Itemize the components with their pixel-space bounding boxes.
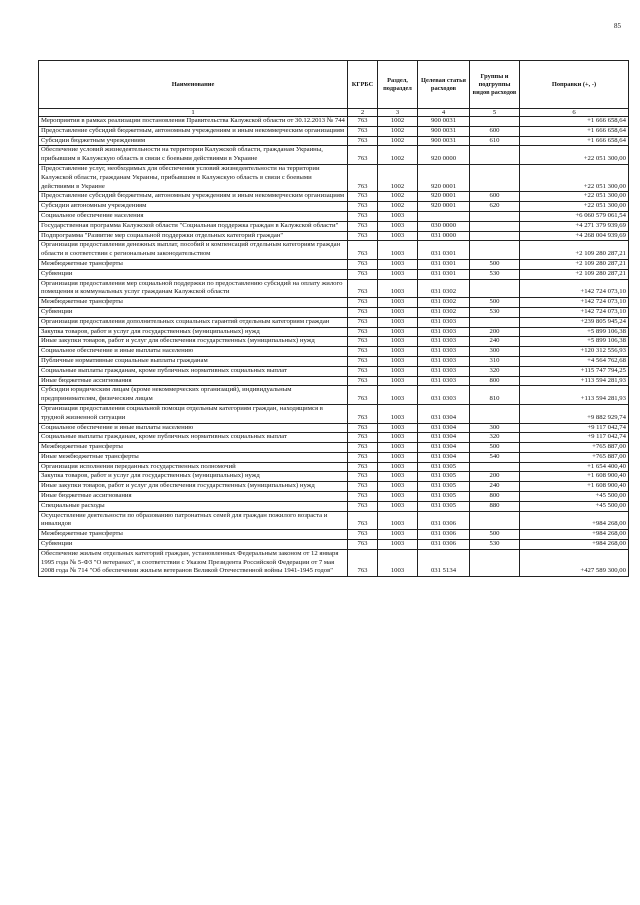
row-amount: +9 117 042,74: [520, 433, 629, 443]
page-number: 85: [614, 22, 621, 30]
row-target-article: 031 0306: [418, 511, 470, 530]
row-kgrbs: 763: [348, 279, 378, 298]
row-amount: +22 051 300,00: [520, 192, 629, 202]
table-row: [39, 192, 629, 202]
row-name: Иные закупки товаров, работ и услуг для обеспечения государственных (муниципальных) нужд: [39, 482, 348, 492]
row-expense-group: 240: [470, 337, 520, 347]
row-expense-group: [470, 117, 520, 127]
row-kgrbs: 763: [348, 221, 378, 231]
row-expense-group: 500: [470, 259, 520, 269]
row-name: Межбюджетные трансферты: [39, 259, 348, 269]
row-target-article: 920 0001: [418, 192, 470, 202]
row-amount: +9 882 929,74: [520, 404, 629, 423]
row-name: Предоставление субсидий бюджетным, автономным учреждениям и иным некоммерческим организациям: [39, 126, 348, 136]
row-name: Организация предоставления денежных выплат, пособий и компенсаций отдельным категориям граждан области в соответствии с региональным законодательством: [39, 241, 348, 260]
table-row: [39, 269, 629, 279]
table-row: [39, 492, 629, 502]
row-name: Субсидии бюджетным учреждениям: [39, 136, 348, 146]
table-row: [39, 443, 629, 453]
table-row: [39, 462, 629, 472]
row-expense-group: 500: [470, 443, 520, 453]
row-section: 1003: [378, 269, 418, 279]
row-expense-group: 800: [470, 492, 520, 502]
row-kgrbs: 763: [348, 452, 378, 462]
row-section: 1003: [378, 492, 418, 502]
table-row: [39, 356, 629, 366]
row-name: Государственная программа Калужской области "Социальная поддержка граждан в Калужской области": [39, 221, 348, 231]
row-name: Иные закупки товаров, работ и услуг для обеспечения государственных (муниципальных) нужд: [39, 337, 348, 347]
row-kgrbs: 763: [348, 231, 378, 241]
row-kgrbs: 763: [348, 366, 378, 376]
table-row: [39, 307, 629, 317]
row-section: 1003: [378, 307, 418, 317]
row-amount: +22 051 300,00: [520, 164, 629, 191]
row-name: Организация исполнения переданных государственных полномочий: [39, 462, 348, 472]
row-target-article: 031 0303: [418, 337, 470, 347]
row-target-article: [418, 211, 470, 221]
row-kgrbs: 763: [348, 211, 378, 221]
row-expense-group: 540: [470, 452, 520, 462]
row-section: 1003: [378, 366, 418, 376]
row-expense-group: 530: [470, 540, 520, 550]
row-name: Межбюджетные трансферты: [39, 298, 348, 308]
table-row: [39, 423, 629, 433]
header-amendments: Поправки (+, -): [520, 61, 629, 109]
table-row: [39, 511, 629, 530]
table-row: [39, 501, 629, 511]
row-target-article: 031 0306: [418, 530, 470, 540]
row-expense-group: 320: [470, 366, 520, 376]
row-kgrbs: 763: [348, 307, 378, 317]
row-target-article: 920 0001: [418, 202, 470, 212]
row-target-article: 031 0304: [418, 433, 470, 443]
row-kgrbs: 763: [348, 549, 378, 576]
row-kgrbs: 763: [348, 241, 378, 260]
row-target-article: 031 0303: [418, 376, 470, 386]
row-section: 1003: [378, 433, 418, 443]
row-expense-group: [470, 221, 520, 231]
row-name: Иные бюджетные ассигнования: [39, 376, 348, 386]
row-section: 1003: [378, 259, 418, 269]
table-row: [39, 347, 629, 357]
table-row: [39, 327, 629, 337]
row-section: 1003: [378, 231, 418, 241]
row-section: 1003: [378, 472, 418, 482]
row-name: Социальное обеспечение населения: [39, 211, 348, 221]
row-target-article: 031 0303: [418, 366, 470, 376]
row-amount: +2 109 280 287,21: [520, 259, 629, 269]
row-expense-group: 300: [470, 423, 520, 433]
row-expense-group: [470, 317, 520, 327]
table-row: [39, 433, 629, 443]
row-section: 1003: [378, 501, 418, 511]
row-target-article: 031 0302: [418, 279, 470, 298]
row-section: 1003: [378, 549, 418, 576]
row-section: 1003: [378, 511, 418, 530]
row-name: Обеспечение условий жизнедеятельности на территории Калужской области, гражданам Украины, прибывшим в Калужскую область в связи с боевыми действиями в Украине: [39, 146, 348, 165]
row-name: Иные межбюджетные трансферты: [39, 452, 348, 462]
row-amount: +984 268,00: [520, 530, 629, 540]
row-amount: +4 564 762,68: [520, 356, 629, 366]
row-kgrbs: 763: [348, 269, 378, 279]
row-section: 1003: [378, 404, 418, 423]
row-name: Организация предоставления дополнительных социальных гарантий отдельным категориям граждан: [39, 317, 348, 327]
row-name: Мероприятия в рамках реализации постановления Правительства Калужской области от 30.12.2013 № 744: [39, 117, 348, 127]
row-kgrbs: 763: [348, 423, 378, 433]
row-name: Закупка товаров, работ и услуг для государственных (муниципальных) нужд: [39, 472, 348, 482]
row-section: 1002: [378, 202, 418, 212]
row-target-article: 031 0303: [418, 317, 470, 327]
row-kgrbs: 763: [348, 472, 378, 482]
row-section: 1002: [378, 136, 418, 146]
row-amount: +1 654 400,40: [520, 462, 629, 472]
row-amount: +1 608 900,40: [520, 482, 629, 492]
row-expense-group: [470, 164, 520, 191]
row-target-article: 030 0000: [418, 221, 470, 231]
row-target-article: 900 0031: [418, 126, 470, 136]
column-number: 4: [418, 109, 470, 117]
row-kgrbs: 763: [348, 482, 378, 492]
row-kgrbs: 763: [348, 386, 378, 405]
row-target-article: 031 0304: [418, 452, 470, 462]
row-kgrbs: 763: [348, 117, 378, 127]
row-expense-group: 300: [470, 347, 520, 357]
table-row: [39, 549, 629, 576]
table-row: [39, 530, 629, 540]
column-number: 1: [39, 109, 348, 117]
row-expense-group: [470, 279, 520, 298]
row-section: 1003: [378, 530, 418, 540]
row-kgrbs: 763: [348, 202, 378, 212]
header-name: Наименование: [39, 61, 348, 109]
row-target-article: 031 0305: [418, 482, 470, 492]
row-amount: +22 051 300,00: [520, 146, 629, 165]
row-section: 1003: [378, 327, 418, 337]
row-target-article: 031 0301: [418, 241, 470, 260]
row-name: Подпрограмма "Развитие мер социальной поддержки отдельных категорий граждан": [39, 231, 348, 241]
row-kgrbs: 763: [348, 530, 378, 540]
row-kgrbs: 763: [348, 404, 378, 423]
row-section: 1002: [378, 146, 418, 165]
row-expense-group: [470, 211, 520, 221]
row-amount: +4 271 379 939,69: [520, 221, 629, 231]
row-expense-group: [470, 549, 520, 576]
row-name: Публичные нормативные социальные выплаты гражданам: [39, 356, 348, 366]
row-expense-group: 240: [470, 482, 520, 492]
header-expense-group: Группы и подгруппы видов расходов: [470, 61, 520, 109]
row-expense-group: 530: [470, 307, 520, 317]
row-amount: +142 724 073,10: [520, 279, 629, 298]
table-row: [39, 126, 629, 136]
row-section: 1002: [378, 117, 418, 127]
header-kgrbs: КГРБС: [348, 61, 378, 109]
row-name: Межбюджетные трансферты: [39, 443, 348, 453]
row-target-article: 031 0000: [418, 231, 470, 241]
row-amount: +120 312 556,93: [520, 347, 629, 357]
table-row: [39, 231, 629, 241]
table-row: [39, 482, 629, 492]
row-kgrbs: 763: [348, 347, 378, 357]
row-amount: +239 805 945,24: [520, 317, 629, 327]
row-expense-group: 320: [470, 433, 520, 443]
row-expense-group: 600: [470, 192, 520, 202]
table-row: [39, 279, 629, 298]
row-kgrbs: 763: [348, 356, 378, 366]
row-section: 1003: [378, 298, 418, 308]
row-section: 1002: [378, 164, 418, 191]
row-section: 1003: [378, 443, 418, 453]
row-kgrbs: 763: [348, 501, 378, 511]
row-name: Социальное обеспечение и иные выплаты населению: [39, 347, 348, 357]
row-expense-group: [470, 511, 520, 530]
row-target-article: 031 0304: [418, 423, 470, 433]
row-name: Субвенции: [39, 269, 348, 279]
table-row: [39, 146, 629, 165]
row-amount: +113 594 281,93: [520, 386, 629, 405]
table-row: [39, 202, 629, 212]
row-name: Предоставление субсидий бюджетным, автономным учреждениям и иным некоммерческим организациям: [39, 192, 348, 202]
row-name: Субвенции: [39, 540, 348, 550]
row-expense-group: 310: [470, 356, 520, 366]
row-amount: +765 887,00: [520, 452, 629, 462]
row-target-article: 920 0001: [418, 164, 470, 191]
row-expense-group: 530: [470, 269, 520, 279]
row-section: 1003: [378, 423, 418, 433]
row-amount: +6 060 579 061,54: [520, 211, 629, 221]
row-kgrbs: 763: [348, 443, 378, 453]
row-name: Обеспечение жильем отдельных категорий граждан, установленных Федеральным законом от 12 января 1995 года № 5-ФЗ "О ветеранах", в соответствии с Указом Президента Российской Федерации от 7 мая 2008 года № 714 "Об обеспечении жильем ветеранов Великой Отечественной войны 1941-1945 годов": [39, 549, 348, 576]
row-kgrbs: 763: [348, 433, 378, 443]
table-row: [39, 452, 629, 462]
row-amount: +427 589 300,00: [520, 549, 629, 576]
row-amount: +1 608 900,40: [520, 472, 629, 482]
row-target-article: 031 0301: [418, 259, 470, 269]
row-kgrbs: 763: [348, 492, 378, 502]
table-row: [39, 386, 629, 405]
row-target-article: 031 0302: [418, 298, 470, 308]
row-target-article: 031 0302: [418, 307, 470, 317]
row-target-article: 031 0304: [418, 404, 470, 423]
row-name: Специальные расходы: [39, 501, 348, 511]
row-amount: +1 666 658,64: [520, 126, 629, 136]
row-kgrbs: 763: [348, 136, 378, 146]
row-name: Субсидии юридическим лицам (кроме некоммерческих организаций), индивидуальным предпринимателям, физическим лицам: [39, 386, 348, 405]
row-name: Организация предоставления мер социальной поддержки по предоставлению субсидий на оплату жилого помещения и коммунальных услуг гражданам Калужской области: [39, 279, 348, 298]
row-amount: +765 887,00: [520, 443, 629, 453]
row-kgrbs: 763: [348, 511, 378, 530]
row-amount: +984 268,00: [520, 511, 629, 530]
row-expense-group: [470, 231, 520, 241]
row-amount: +1 666 658,64: [520, 136, 629, 146]
row-target-article: 031 0303: [418, 327, 470, 337]
table-row: [39, 136, 629, 146]
row-amount: +45 500,00: [520, 501, 629, 511]
row-kgrbs: 763: [348, 298, 378, 308]
row-kgrbs: 763: [348, 337, 378, 347]
row-target-article: 031 0305: [418, 462, 470, 472]
row-expense-group: 810: [470, 386, 520, 405]
table-row: [39, 211, 629, 221]
row-target-article: 031 0303: [418, 347, 470, 357]
row-name: Социальные выплаты гражданам, кроме публичных нормативных социальных выплат: [39, 433, 348, 443]
row-kgrbs: 763: [348, 540, 378, 550]
row-section: 1003: [378, 452, 418, 462]
table-row: [39, 376, 629, 386]
row-target-article: 031 0305: [418, 472, 470, 482]
row-amount: +113 594 281,93: [520, 376, 629, 386]
row-kgrbs: 763: [348, 192, 378, 202]
row-expense-group: 800: [470, 376, 520, 386]
row-section: 1003: [378, 482, 418, 492]
row-name: Субвенции: [39, 307, 348, 317]
table-row: [39, 259, 629, 269]
row-name: Предоставление услуг, необходимых для обеспечения условий жизнедеятельности на территории Калужской области, гражданам Украины, прибывшим в Калужскую область в связи с боевыми действиями в Украине: [39, 164, 348, 191]
row-expense-group: 610: [470, 136, 520, 146]
row-amount: +4 268 004 939,69: [520, 231, 629, 241]
row-amount: +142 724 073,10: [520, 307, 629, 317]
row-section: 1002: [378, 192, 418, 202]
row-section: 1003: [378, 317, 418, 327]
row-target-article: 031 0303: [418, 386, 470, 405]
row-amount: +115 747 794,25: [520, 366, 629, 376]
row-section: 1003: [378, 376, 418, 386]
row-name: Осуществление деятельности по образованию патронатных семей для граждан пожилого возраста и инвалидов: [39, 511, 348, 530]
column-number: 6: [520, 109, 629, 117]
row-target-article: 031 0304: [418, 443, 470, 453]
row-expense-group: 600: [470, 126, 520, 136]
row-section: 1003: [378, 211, 418, 221]
row-section: 1003: [378, 540, 418, 550]
row-expense-group: [470, 462, 520, 472]
row-expense-group: 200: [470, 327, 520, 337]
row-kgrbs: 763: [348, 376, 378, 386]
row-amount: +5 899 106,38: [520, 327, 629, 337]
table-row: [39, 317, 629, 327]
row-name: Социальные выплаты гражданам, кроме публичных нормативных социальных выплат: [39, 366, 348, 376]
column-number: 2: [348, 109, 378, 117]
column-number: 3: [378, 109, 418, 117]
table-row: [39, 241, 629, 260]
column-number: 5: [470, 109, 520, 117]
table-row: [39, 298, 629, 308]
row-target-article: 031 0301: [418, 269, 470, 279]
row-target-article: 031 0303: [418, 356, 470, 366]
row-expense-group: 880: [470, 501, 520, 511]
table-row: [39, 472, 629, 482]
row-expense-group: [470, 404, 520, 423]
row-name: Социальное обеспечение и иные выплаты населению: [39, 423, 348, 433]
row-target-article: 031 0305: [418, 501, 470, 511]
table-row: [39, 117, 629, 127]
row-amount: +45 500,00: [520, 492, 629, 502]
row-section: 1003: [378, 462, 418, 472]
row-section: 1003: [378, 221, 418, 231]
row-amount: +2 109 280 287,21: [520, 241, 629, 260]
row-name: Организация предоставления социальной помощи отдельным категориям граждан, находящимся в трудной жизненной ситуации: [39, 404, 348, 423]
row-kgrbs: 763: [348, 259, 378, 269]
table-row: [39, 540, 629, 550]
row-kgrbs: 763: [348, 126, 378, 136]
header-section: Раздел, подраздел: [378, 61, 418, 109]
row-expense-group: 200: [470, 472, 520, 482]
row-amount: +2 109 280 287,21: [520, 269, 629, 279]
row-target-article: 920 0000: [418, 146, 470, 165]
budget-amendments-table: [38, 60, 629, 577]
row-kgrbs: 763: [348, 327, 378, 337]
table-row: [39, 404, 629, 423]
row-amount: +5 899 106,38: [520, 337, 629, 347]
table-row: [39, 221, 629, 231]
row-name: Межбюджетные трансферты: [39, 530, 348, 540]
row-expense-group: 620: [470, 202, 520, 212]
row-section: 1002: [378, 126, 418, 136]
row-kgrbs: 763: [348, 146, 378, 165]
row-expense-group: 500: [470, 530, 520, 540]
row-kgrbs: 763: [348, 317, 378, 327]
row-section: 1003: [378, 386, 418, 405]
row-section: 1003: [378, 279, 418, 298]
row-amount: +1 666 658,64: [520, 117, 629, 127]
row-target-article: 031 0306: [418, 540, 470, 550]
row-target-article: 031 5134: [418, 549, 470, 576]
row-section: 1003: [378, 337, 418, 347]
row-kgrbs: 763: [348, 164, 378, 191]
row-section: 1003: [378, 356, 418, 366]
row-section: 1003: [378, 241, 418, 260]
table-row: [39, 366, 629, 376]
row-kgrbs: 763: [348, 462, 378, 472]
row-name: Закупка товаров, работ и услуг для государственных (муниципальных) нужд: [39, 327, 348, 337]
row-expense-group: 500: [470, 298, 520, 308]
row-expense-group: [470, 146, 520, 165]
header-target-article: Целевая статья расходов: [418, 61, 470, 109]
row-amount: +22 051 300,00: [520, 202, 629, 212]
row-amount: +9 117 042,74: [520, 423, 629, 433]
row-amount: +984 268,00: [520, 540, 629, 550]
row-name: Иные бюджетные ассигнования: [39, 492, 348, 502]
row-expense-group: [470, 241, 520, 260]
row-section: 1003: [378, 347, 418, 357]
row-target-article: 900 0031: [418, 117, 470, 127]
table-row: [39, 337, 629, 347]
row-amount: +142 724 073,10: [520, 298, 629, 308]
row-target-article: 900 0031: [418, 136, 470, 146]
row-name: Субсидии автономным учреждениям: [39, 202, 348, 212]
table-row: [39, 164, 629, 191]
row-target-article: 031 0305: [418, 492, 470, 502]
